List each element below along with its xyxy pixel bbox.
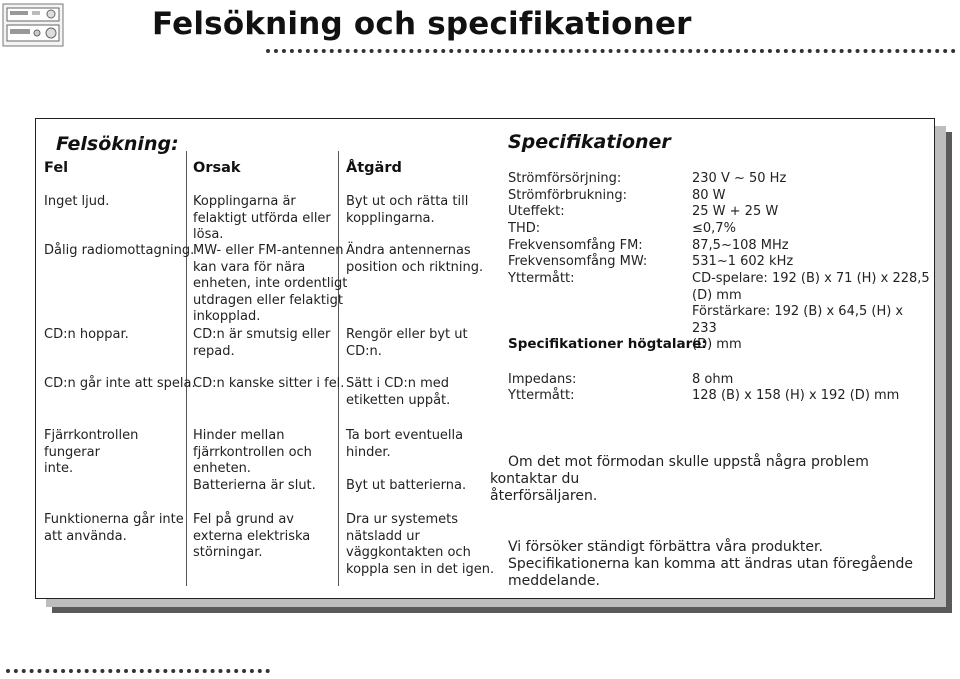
remedy-cell: Sätt i CD:n med etiketten uppåt.: [346, 376, 451, 408]
spec-value: CD-spelare: 192 (B) x 71 (H) x 228,5 (D) mm Förstärkare: 192 (B) x 64,5 (H) x 233 (D) mm: [692, 271, 930, 353]
title-dotted-rule: [266, 49, 956, 53]
column-divider: [186, 151, 187, 586]
spec-value: ≤0,7%: [692, 221, 736, 236]
spec-value: 230 V ~ 50 Hz: [692, 171, 787, 186]
spec-value: 128 (B) x 158 (H) x 192 (D) mm: [692, 388, 900, 403]
cause-cell: Fel på grund av externa elektriska störningar.: [193, 512, 311, 561]
fault-cell: Fjärrkontrollen fungerar inte.: [44, 428, 139, 477]
spec-value: 531~1 602 kHz: [692, 254, 794, 269]
remedy-cell: Rengör eller byt ut CD:n.: [346, 327, 468, 359]
column-divider: [338, 151, 339, 586]
fault-cell: CD:n går inte att spela.: [44, 376, 196, 391]
cause-cell: CD:n kanske sitter i fel.: [193, 376, 345, 391]
page-title: Felsökning och specifikationer: [152, 6, 692, 42]
spec-label: Frekvensomfång FM:: [508, 238, 643, 253]
spec-label: Frekvensomfång MW:: [508, 254, 648, 269]
column-header-fel: Fel: [44, 160, 69, 176]
speaker-specifications-heading: Specifikationer högtalare:: [508, 336, 707, 352]
spec-label: Yttermått:: [508, 271, 575, 286]
spec-label: THD:: [508, 221, 541, 236]
spec-label: Uteffekt:: [508, 204, 565, 219]
cause-cell: Kopplingarna är felaktigt utförda eller lösa.: [193, 194, 331, 243]
remedy-cell: Ändra antennernas position och riktning.: [346, 243, 484, 275]
stereo-system-icon: [2, 3, 64, 47]
product-improvement-note: Vi försöker ständigt förbättra våra produkter. Specifikationerna kan komma att ändras utan föregående meddelande.: [508, 539, 914, 589]
cause-cell: Hinder mellan fjärrkontrollen och enheten. Batterierna är slut.: [193, 428, 316, 493]
cause-cell: CD:n är smutsig eller repad.: [193, 327, 331, 359]
spec-label: Yttermått:: [508, 388, 575, 403]
column-header-orsak: Orsak: [193, 160, 241, 176]
remedy-cell: Byt ut och rätta till kopplingarna.: [346, 194, 469, 226]
cause-cell: MW- eller FM-antennen kan vara för nära enheten, inte ordentligt utdragen eller felaktigt inkopplad.: [193, 243, 348, 325]
spec-value: 80 W: [692, 188, 726, 203]
spec-label: Strömförbrukning:: [508, 188, 627, 203]
column-header-atgard: Åtgärd: [346, 160, 402, 176]
spec-value: 8 ohm: [692, 372, 734, 387]
fault-cell: Inget ljud.: [44, 194, 110, 209]
fault-cell: CD:n hoppar.: [44, 327, 129, 342]
specifications-title: Specifikationer: [508, 131, 671, 153]
remedy-cell: Ta bort eventuella hinder. Byt ut batterierna.: [346, 428, 467, 493]
spec-label: Impedans:: [508, 372, 577, 387]
problem-contact-note: Om det mot förmodan skulle uppstå några problem kontaktar du återförsäljaren.: [490, 454, 869, 504]
spec-value: 25 W + 25 W: [692, 204, 779, 219]
remedy-cell: Dra ur systemets nätsladd ur väggkontakten och koppla sen in det igen.: [346, 512, 495, 577]
fault-cell: Dålig radiomottagning.: [44, 243, 195, 258]
fault-cell: Funktionerna går inte att använda.: [44, 512, 184, 544]
spec-value: 87,5~108 MHz: [692, 238, 789, 253]
footer-dotted-rule: [6, 669, 270, 673]
spec-label: Strömförsörjning:: [508, 171, 622, 186]
troubleshooting-title: Felsökning:: [56, 133, 179, 155]
